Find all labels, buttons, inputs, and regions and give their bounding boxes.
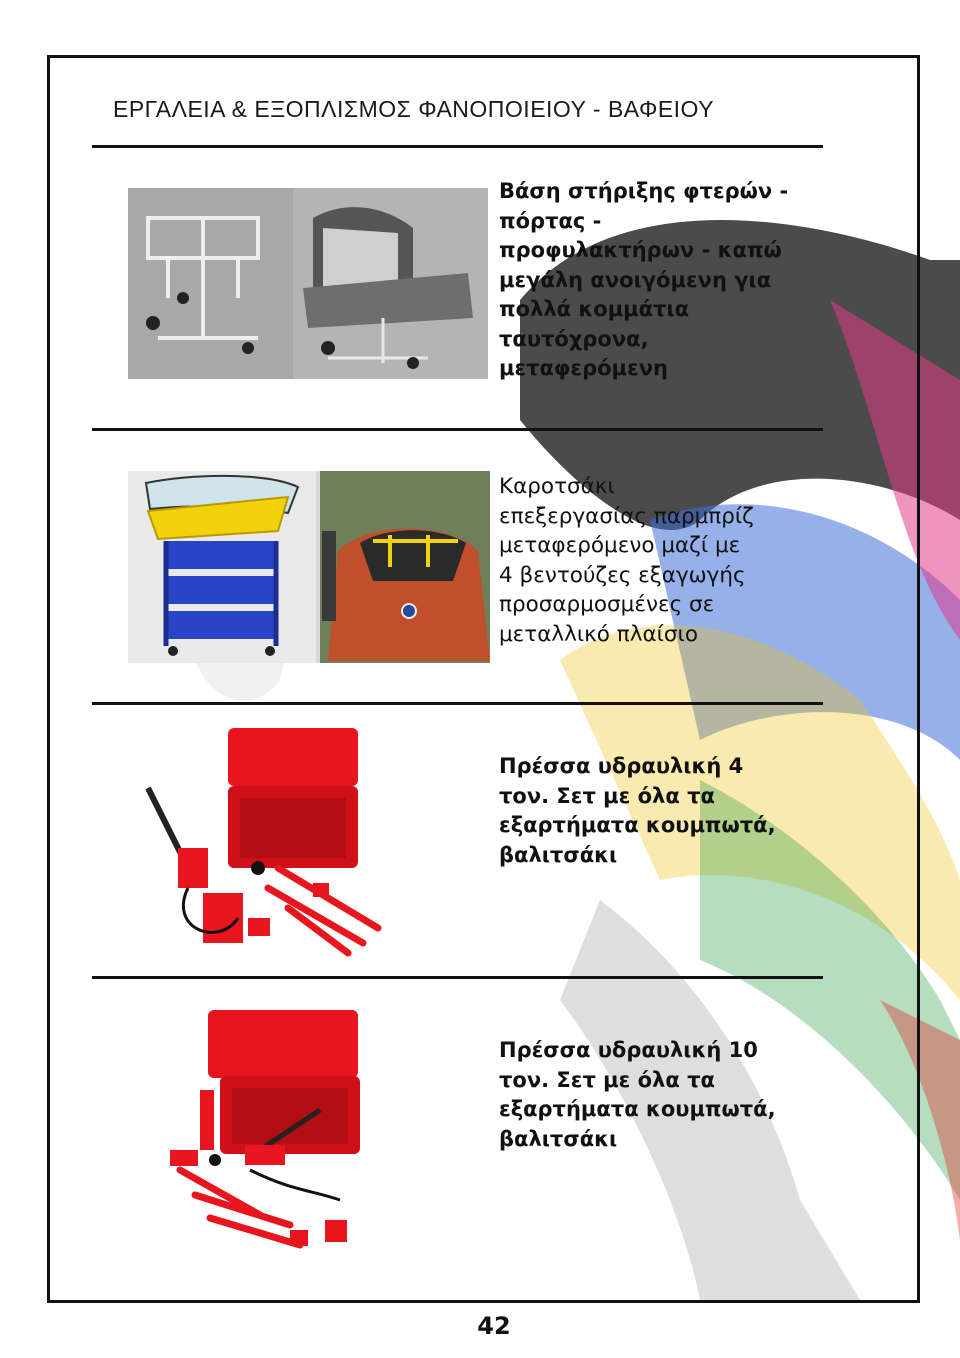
photo-windshield-cart <box>128 471 490 663</box>
item-description-hydraulic-press-10t: Πρέσσα υδραυλική 10 τον. Σετ με όλα τα εξαρτήματα κουμπωτά, βαλιτσάκι <box>499 1038 776 1151</box>
photo-hydraulic-press-4t <box>128 718 390 966</box>
page-header: ΕΡΓΑΛΕΙΑ & ΕΞΟΠΛΙΣΜΟΣ ΦΑΝΟΠΟΙΕΙΟΥ - ΒΑΦΕΙΟΥ <box>113 96 715 122</box>
divider <box>92 702 823 705</box>
photo-wing-door-stand <box>128 188 488 379</box>
divider <box>92 976 823 979</box>
page-number: 42 <box>477 1312 511 1340</box>
divider <box>92 145 823 148</box>
item-description-hydraulic-press-4t: Πρέσσα υδραυλική 4 τον. Σετ με όλα τα εξαρτήματα κουμπωτά, βαλιτσάκι <box>499 754 776 867</box>
item-description-windshield-cart: Καροτσάκι επεξεργασίας παρμπρίζ μεταφερόμενο μαζί με 4 βεντούζες εξαγωγής προσαρμοσμένες σε μεταλλικό πλαίσιο <box>499 474 754 647</box>
item-description-wing-door-stand: Βάση στήριξης φτερών - πόρτας - προφυλακτήρων - καπώ μεγάλη ανοιγόμενη για πολλά κομμάτια ταυτόχρονα, μεταφερόμενη <box>499 179 789 380</box>
divider <box>92 428 823 431</box>
photo-hydraulic-press-10t <box>150 1000 390 1262</box>
